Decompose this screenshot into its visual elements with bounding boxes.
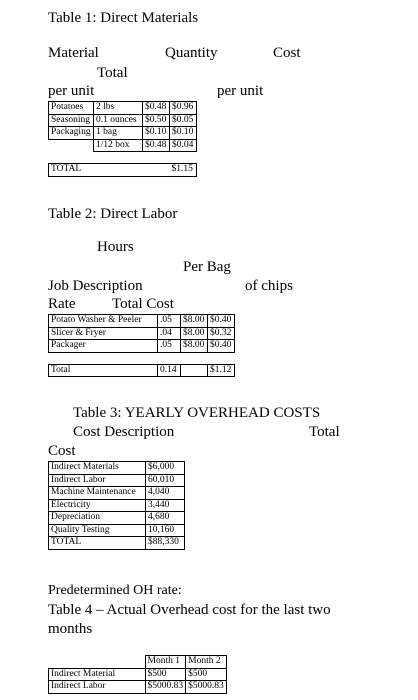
table-cell: 3,440 <box>146 499 185 512</box>
table-cell: Indirect Materials <box>49 462 146 475</box>
table-cell <box>208 352 235 364</box>
predetermined-oh-rate: Predetermined OH rate: <box>48 583 182 598</box>
table-cell: $1.12 <box>208 364 235 377</box>
table-cell <box>49 139 94 152</box>
table2-header-hours: Hours <box>97 239 134 255</box>
table-cell: $88,330 <box>146 537 185 550</box>
table3-grid <box>48 461 185 550</box>
table1-header-cost: Cost <box>273 45 301 61</box>
table-row <box>49 537 185 550</box>
table-cell: Depreciation <box>49 512 146 525</box>
table-row <box>49 352 235 364</box>
table-cell: $0.48 <box>143 139 170 152</box>
table-cell: 1 bag <box>94 127 143 140</box>
table-cell: 0.14 <box>158 364 181 377</box>
table-cell: Indirect Labor <box>49 474 146 487</box>
table-cell: 10,160 <box>146 524 185 537</box>
table-cell: 1/12 box <box>94 139 143 152</box>
table-cell: 60,010 <box>146 474 185 487</box>
table4-title-line1: Table 4 – Actual Overhead cost for the last two <box>48 602 331 618</box>
table-row <box>49 340 235 353</box>
table-cell: Indirect Material <box>49 668 146 681</box>
table-row <box>49 102 197 115</box>
table-cell <box>158 352 181 364</box>
table-cell: Packaging <box>49 127 94 140</box>
table-row <box>49 681 227 694</box>
table-row <box>49 462 185 475</box>
table-row <box>49 656 227 669</box>
table-cell: $5000.83 <box>186 681 227 694</box>
table-cell: $500 <box>145 668 186 681</box>
table2-header-total-cost: Total Cost <box>112 296 174 312</box>
table-cell: $0.40 <box>208 340 235 353</box>
table-cell: $8.00 <box>181 327 208 340</box>
table1-header-quantity: Quantity <box>165 45 218 61</box>
table2-header-of-chips: of chips <box>245 278 293 294</box>
table-row <box>49 127 197 140</box>
table-row <box>49 139 197 152</box>
table2-header-rate: Rate <box>48 296 76 312</box>
table-cell: TOTAL <box>49 537 146 550</box>
table3-header-cost-description: Cost Description <box>73 424 175 440</box>
table-cell: Month 1 <box>145 656 186 669</box>
table-cell: Potatoes <box>49 102 94 115</box>
table4-grid <box>48 655 227 694</box>
table-cell: Slicer & Fryer <box>49 327 158 340</box>
table-row <box>49 164 197 177</box>
table-cell: $6,000 <box>146 462 185 475</box>
table-cell: Total <box>49 364 158 377</box>
table-cell: $0.10 <box>170 127 197 140</box>
table-cell <box>181 352 208 364</box>
table-cell: Potato Washer & Peeler <box>49 315 158 328</box>
table-cell: $500 <box>186 668 227 681</box>
table-row <box>49 499 185 512</box>
table-cell: .05 <box>158 340 181 353</box>
table-cell: $0.48 <box>143 102 170 115</box>
table3-header-cost: Cost <box>48 443 76 459</box>
table1-grid <box>48 101 197 177</box>
table1-header-material: Material <box>48 45 99 61</box>
table2-title: Table 2: Direct Labor <box>48 206 178 222</box>
table-cell: TOTAL <box>49 164 94 177</box>
table-cell <box>94 152 143 164</box>
table-cell: $0.96 <box>170 102 197 115</box>
table2-grid <box>48 314 235 377</box>
table1-header-total: Total <box>97 65 128 81</box>
table-cell <box>49 352 158 364</box>
table3-title: Table 3: YEARLY OVERHEAD COSTS <box>73 405 321 421</box>
table-cell: Month 2 <box>186 656 227 669</box>
table-cell: $8.00 <box>181 340 208 353</box>
table-row <box>49 152 197 164</box>
table-cell: $8.00 <box>181 315 208 328</box>
table-cell: 2 lbs <box>94 102 143 115</box>
table-cell <box>170 152 197 164</box>
table-cell <box>49 656 146 669</box>
table-cell: 4,040 <box>146 487 185 500</box>
table-cell: $0.40 <box>208 315 235 328</box>
table1-header-per-unit-right: per unit <box>217 83 264 99</box>
table-cell <box>143 164 170 177</box>
table-cell: $1.15 <box>170 164 197 177</box>
table-cell: Seasoning <box>49 114 94 127</box>
table-cell <box>143 152 170 164</box>
table3-header-total: Total <box>309 424 340 440</box>
table-cell: $5000.83 <box>145 681 186 694</box>
table-cell: 0.1 ounces <box>94 114 143 127</box>
table-cell: $0.05 <box>170 114 197 127</box>
table-row <box>49 524 185 537</box>
table-row <box>49 474 185 487</box>
table-row <box>49 315 235 328</box>
table-cell <box>49 152 94 164</box>
table2-header-per-bag: Per Bag <box>183 259 231 275</box>
table1-header-per-unit-left: per unit <box>48 83 95 99</box>
table-cell: Electricity <box>49 499 146 512</box>
table-cell: .05 <box>158 315 181 328</box>
table2-header-job: Job Description <box>48 278 143 294</box>
table-row <box>49 487 185 500</box>
table-row <box>49 364 235 377</box>
table-cell: Quality Testing <box>49 524 146 537</box>
table-cell: $0.50 <box>143 114 170 127</box>
table-cell: $0.04 <box>170 139 197 152</box>
table-cell: 4,680 <box>146 512 185 525</box>
table1-title: Table 1: Direct Materials <box>48 10 199 26</box>
table-cell: $0.10 <box>143 127 170 140</box>
table-cell: Indirect Labor <box>49 681 146 694</box>
table-cell <box>94 164 143 177</box>
table-cell: Machine Maintenance <box>49 487 146 500</box>
table-row <box>49 668 227 681</box>
table4-title-line2: months <box>48 621 93 637</box>
table-row <box>49 114 197 127</box>
table-row <box>49 512 185 525</box>
table-row <box>49 327 235 340</box>
table-cell <box>181 364 208 377</box>
table-cell: $0.32 <box>208 327 235 340</box>
table-cell: .04 <box>158 327 181 340</box>
table-cell: Packager <box>49 340 158 353</box>
